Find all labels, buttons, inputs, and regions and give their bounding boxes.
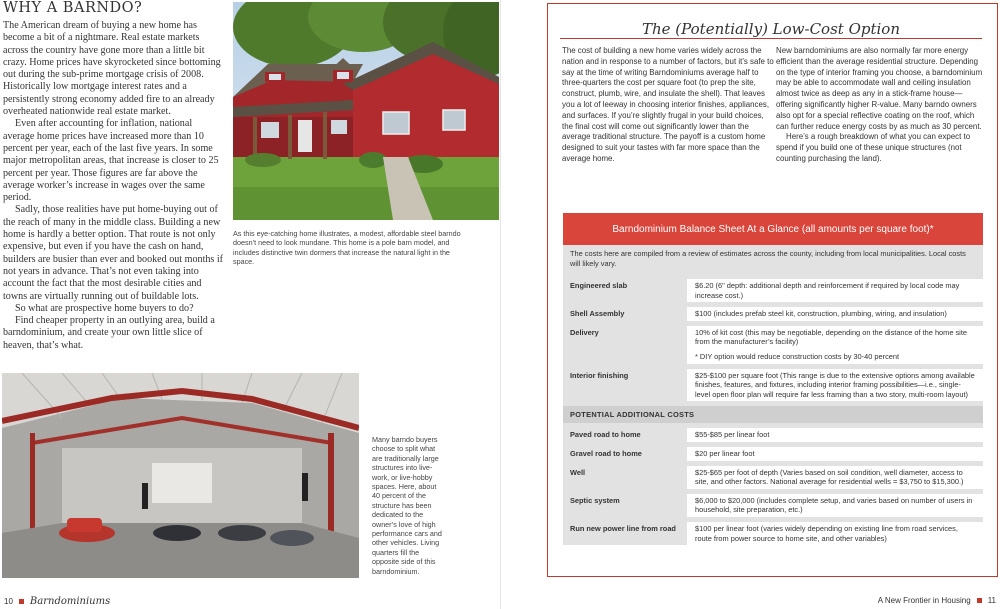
row-value: $100 (includes prefab steel kit, construction, plumbing, wiring, and insulation)	[695, 309, 947, 319]
row-value: $6.20 (6" depth: additional depth and reinforcement if required by local code may increase cost.)	[695, 281, 960, 300]
folio-left	[4, 596, 110, 607]
table-intro: The costs here are compiled from a review of estimates across the county, including from local municipalities. Local costs will likely vary.	[563, 245, 983, 274]
cost-table	[563, 213, 983, 545]
table-row	[563, 321, 983, 364]
sidebar-column-1	[562, 46, 774, 165]
table-row	[563, 461, 983, 489]
table-row	[563, 274, 983, 302]
row-note: * DIY option would reduce construction costs by 30-40 percent	[695, 351, 900, 361]
table-row	[563, 517, 983, 545]
photo-caption: Many barndo buyers choose to split what are traditionally large structures into live-work, or live-hobby spaces. Here, about 40 percent of the structure has been dedicated to the owner’s love of high performance cars and other vehicles. Living quarters fill the opposite side of this barndominium.	[372, 435, 442, 576]
folio-square-icon	[977, 598, 982, 603]
row-value	[687, 326, 983, 364]
table-row	[563, 489, 983, 517]
row-label: Interior finishing	[563, 369, 687, 402]
row-label: Paved road to home	[563, 428, 687, 442]
title-rule	[560, 38, 982, 39]
barn-house-photo	[233, 2, 499, 220]
row-label: Septic system	[563, 494, 687, 517]
paragraph: Here’s a rough breakdown of what you can expect to spend if you build one of these unique structures (not counting purchasing the land).	[776, 132, 971, 163]
table-row	[563, 423, 983, 442]
row-value-text: 10% of kit cost (this may be negotiable, depending on the distance of the home site from the manufacturer’s facility)	[695, 327, 967, 347]
running-title: A New Frontier in Housing	[877, 596, 971, 605]
section-row: POTENTIAL ADDITIONAL COSTS	[563, 401, 983, 423]
sidebar-title: The (Potentially) Low-Cost Option	[641, 20, 901, 38]
table-row	[563, 442, 983, 461]
paragraph: Sadly, those realities have put home-buying out of the reach of many in the middle class. Building a new home is hardly a better option. That route is not only expensive, but even if you have the cash on hand, builders are busier than ever and booked out months if not years in advance. That’s not even taking into account the fact that the most desirable cities and towns are virtually running out of buildable lots.	[3, 204, 224, 302]
paragraph: The American dream of buying a new home has become a bit of a nightmare. Real estate markets across the country have gone more than a little bit crazy. Home prices have skyrocketed since bottoming out during the sub-prime mortgage crisis of 2008. Historically low mortgage interest rates and a persistently strong economy added fire to an already overheated nationwide real estate market.	[3, 20, 221, 118]
row-label: Run new power line from road	[563, 522, 687, 545]
table-header: Barndominium Balance Sheet At a Glance (all amounts per square foot)*	[563, 213, 983, 245]
row-value: $25-$100 per square foot (This range is due to the extensive options among available finishes, features, and fixtures, including interior framing possibilities—i.e., single-level open floor plan will require far less framing than a two story, multi-room layout)	[695, 370, 975, 399]
table-row	[563, 364, 983, 402]
running-title: Barndominiums	[29, 596, 111, 607]
row-value: $100 per linear foot (varies widely depending on existing line from road services, route from power source to home site, and other variables)	[695, 523, 958, 543]
folio-square-icon	[19, 599, 24, 604]
page-gutter	[500, 0, 501, 609]
paragraph: The cost of building a new home varies widely across the nation and in response to a number of factors, but it’s safe to say at the time of writing Barndominiums average half to three-quarters the cost per square foot (to prep the site, construct, plumb, wire, and insulate the shell). That leaves you a lot of leeway in choosing interior finishes, appliances, and surfaces. If you’re slightly frugal in your build choices, the final cost will come out significantly lower than the average traditional structure. The payoff is a custom home designed to suit your tastes with far more space than the average home.	[562, 46, 774, 163]
paragraph: So what are prospective home buyers to do?	[15, 302, 194, 314]
page-number: 10	[4, 597, 13, 606]
row-label: Well	[563, 466, 687, 489]
row-value: $20 per linear foot	[695, 448, 755, 458]
paragraph: Find cheaper property in an outlying area, build a barndominium, and create your own little slice of heaven, that’s what.	[3, 315, 215, 351]
section-heading: WHY A BARNDO?	[3, 0, 143, 16]
body-text	[3, 20, 224, 352]
photo-caption: As this eye-catching home illustrates, a modest, affordable steel barndo doesn’t need to look mundane. This home is a pole barn model, and includes distinctive twin dormers that increase the natural light in the space.	[233, 229, 461, 267]
row-value: $55-$85 per linear foot	[695, 430, 770, 440]
row-label: Engineered slab	[563, 279, 687, 302]
garage-interior-photo	[2, 373, 359, 578]
folio-right	[878, 596, 996, 605]
row-label: Gravel road to home	[563, 447, 687, 461]
row-label: Delivery	[563, 326, 687, 364]
row-value: $25-$65 per foot of depth (Varies based on soil condition, well diameter, access to site, and other factors. National average for residential wells = $3,750 to $15,300.)	[695, 467, 964, 487]
paragraph: Even after accounting for inflation, national average home prices have increased more than 10 percent per year, each of the last five years. In some major metropolitan areas, that increase is closer to 25 percent per year. Those figures are far above the average worker’s increase in wages over the same period.	[3, 118, 219, 204]
row-label: Shell Assembly	[563, 307, 687, 321]
row-value: $6,000 to $20,000 (includes complete setup, and varies based on number of users in household, site preparation, etc.)	[695, 495, 973, 515]
table-row	[563, 302, 983, 321]
paragraph: New barndominiums are also normally far more energy efficient than the average residential structure. Depending on the type of interior framing you choose, a barndominium may be able to accommodate wall and ceiling insulation almost twice as deep as any in a stick-frame house—offering significantly higher R-value. Many barndo owners also opt for a special reflective coating on the roof, which can further reduce energy costs by as much as 30 percent.	[776, 46, 983, 131]
sidebar-column-2	[776, 46, 984, 165]
page-number: 11	[987, 596, 996, 605]
